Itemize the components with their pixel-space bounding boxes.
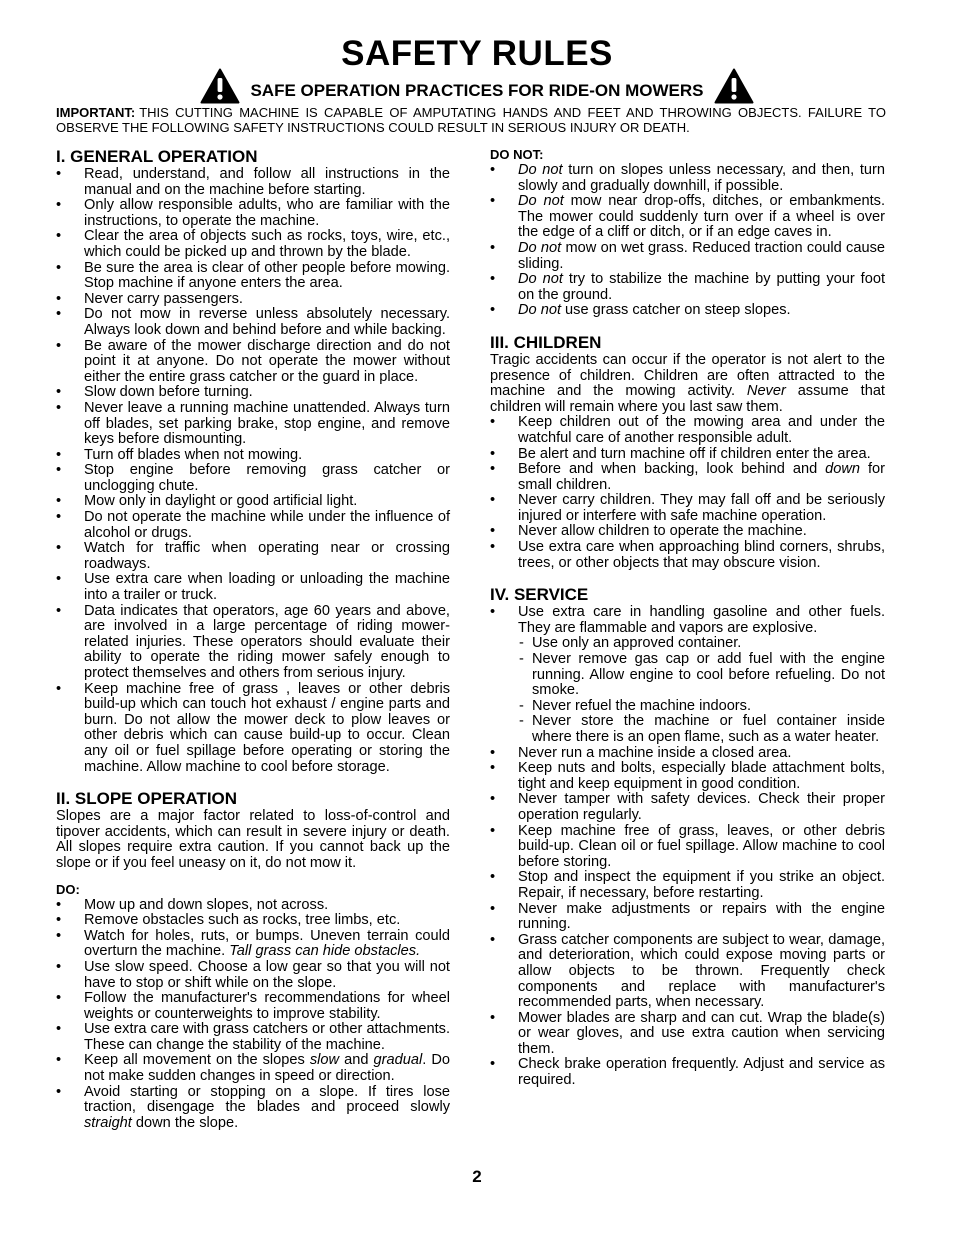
list-item: • Do not turn on slopes unless necessary, and then, turn slowly and gradually downhill, if possible.: [490, 163, 885, 194]
list-item: • Watch for holes, ruts, or bumps. Uneven terrain could overturn the machine. Tall grass can hide obstacles.: [56, 929, 450, 960]
list-item: • Use extra care with grass catchers or other attachments. These can change the stability of the machine.: [56, 1022, 450, 1053]
list-item: • Keep machine free of grass, leaves, or other debris build-up. Clean oil or fuel spillage. Allow machine to cool before storing.: [490, 824, 885, 871]
list-item: • Watch for traffic when operating near or crossing roadways.: [56, 541, 450, 572]
slope-do-not-list: [490, 163, 885, 319]
slope-operation-heading: II. SLOPE OPERATION: [56, 789, 238, 809]
right-column: [490, 147, 885, 1089]
list-item: • Use extra care when loading or unloading the machine into a trailer or truck.: [56, 572, 450, 603]
list-item: • Clear the area of objects such as rocks, toys, wire, etc., which could be picked up and thrown by the blade.: [56, 229, 450, 260]
sub-list-item: - Use only an approved container.: [518, 636, 885, 652]
important-notice: [56, 106, 886, 135]
list-item: • Never carry passengers.: [56, 292, 450, 308]
list-item: • Only allow responsible adults, who are familiar with the instructions, to operate the machine.: [56, 198, 450, 229]
list-item: • Be aware of the mower discharge direction and do not point it at anyone. Do not operate the mower without either the entire grass catcher or the guard in place.: [56, 339, 450, 386]
list-item: • Keep machine free of grass , leaves or other debris build-up which can touch hot exhaust / engine parts and burn. Do not allow the mower deck to plow leaves or other debris which can cause build-up to occur. Clean any oil or fuel spillage before operating or storing the machine. Allow machine to cool before storage.: [56, 682, 450, 776]
list-item: • Never carry children. They may fall off and be seriously injured or interfere with safe machine operation.: [490, 493, 885, 524]
list-item: • Mow up and down slopes, not across.: [56, 898, 450, 914]
list-item: • Never allow children to operate the machine.: [490, 524, 885, 540]
list-item: • Use slow speed. Choose a low gear so that you will not have to stop or shift while on the slope.: [56, 960, 450, 991]
list-item: • Keep children out of the mowing area and under the watchful care of another responsible adult.: [490, 415, 885, 446]
list-item: • Mower blades are sharp and can cut. Wrap the blade(s) or wear gloves, and use extra caution when servicing them.: [490, 1011, 885, 1058]
list-item: • Never tamper with safety devices. Check their proper operation regularly.: [490, 792, 885, 823]
children-heading: III. CHILDREN: [490, 332, 602, 352]
list-item: • Slow down before turning.: [56, 385, 450, 401]
list-item: • Do not mow on wet grass. Reduced traction could cause sliding.: [490, 241, 885, 272]
list-item: • Before and when backing, look behind and down for small children.: [490, 462, 885, 493]
list-item: • Be sure the area is clear of other people before mowing. Stop machine if anyone enters the area.: [56, 261, 450, 292]
left-column: [56, 147, 450, 1131]
do-label: DO:: [56, 881, 80, 897]
list-item: • Do not mow near drop-offs, ditches, or embankments. The mower could suddenly turn over if a wheel is over the edge of a cliff or ditch, or if an edge caves in.: [490, 194, 885, 241]
children-list: [490, 415, 885, 571]
list-item: • Do not operate the machine while under the influence of alcohol or drugs.: [56, 510, 450, 541]
general-operation-list: [56, 167, 450, 775]
list-item: • Check brake operation frequently. Adjust and service as required.: [490, 1057, 885, 1088]
important-label: IMPORTANT:: [56, 105, 136, 120]
list-item: • Turn off blades when not mowing.: [56, 448, 450, 464]
do-not-label: DO NOT:: [490, 147, 544, 162]
service-heading: IV. SERVICE: [490, 585, 589, 605]
general-operation-heading: I. GENERAL OPERATION: [56, 147, 258, 166]
page-number: 2: [472, 1167, 482, 1186]
slope-intro: Slopes are a major factor related to loss-of-control and tipover accidents, which can result in severe injury or death. All slopes require extra caution. If you cannot back up the slope or if you feel uneasy on it, do not mow it.: [56, 808, 450, 871]
warning-triangle-icon: [200, 68, 240, 104]
sub-list-item: - Never remove gas cap or add fuel with the engine running. Allow engine to cool before refueling. Do not smoke.: [518, 652, 885, 699]
list-item: • Remove obstacles such as rocks, tree limbs, etc.: [56, 913, 450, 929]
sub-list-item: - Never refuel the machine indoors.: [518, 699, 885, 715]
service-list-continued: [490, 746, 885, 1089]
list-item: • Never run a machine inside a closed area.: [490, 746, 885, 762]
list-item: • Never make adjustments or repairs with the engine running.: [490, 902, 885, 933]
list-item: • Do not mow in reverse unless absolutely necessary. Always look down and behind before and while backing.: [56, 307, 450, 338]
list-item: • Do not try to stabilize the machine by putting your foot on the ground.: [490, 272, 885, 303]
list-item: • Stop and inspect the equipment if you strike an object. Repair, if necessary, before restarting.: [490, 870, 885, 901]
sub-list-item: - Never store the machine or fuel container inside where there is an open flame, such as a water heater.: [518, 714, 885, 745]
list-item: • Be alert and turn machine off if children enter the area.: [490, 447, 885, 463]
subtitle-row: [0, 66, 954, 106]
list-item: • Use extra care in handling gasoline and other fuels. They are flammable and vapors are explosive. - Use only an approved container. - Never remove gas cap or add fuel with the engine running. Allow engine to cool before refueling. Do not smoke. - Never refuel the machine indoors. - Never store the machine or fuel container inside where there is an open flame, such as a water heater.: [490, 605, 885, 745]
list-item: • Keep nuts and bolts, especially blade attachment bolts, tight and keep equipment in good condition.: [490, 761, 885, 792]
list-item: • Keep all movement on the slopes slow and gradual. Do not make sudden changes in speed or direction.: [56, 1053, 450, 1084]
list-item: • Do not use grass catcher on steep slopes.: [490, 303, 885, 319]
list-item: • Avoid starting or stopping on a slope. If tires lose traction, disengage the blades and proceed slowly straight down the slope.: [56, 1085, 450, 1132]
list-item: • Use extra care when approaching blind corners, shrubs, trees, or other objects that may obscure vision.: [490, 540, 885, 571]
list-item: • Mow only in daylight or good artificial light.: [56, 494, 450, 510]
service-list: [490, 605, 885, 745]
important-text: THIS CUTTING MACHINE IS CAPABLE OF AMPUTATING HANDS AND FEET AND THROWING OBJECTS. FAILURE TO OBSERVE THE FOLLOWING SAFETY INSTRUCTIONS COULD RESULT IN SERIOUS INJURY OR DEATH.: [56, 105, 886, 135]
list-item: • Stop engine before removing grass catcher or unclogging chute.: [56, 463, 450, 494]
children-intro: Tragic accidents can occur if the operator is not alert to the presence of children. Children are often attracted to the machine and the mowing activity. Never assume that children will remain where you last saw them.: [490, 351, 885, 415]
list-item: • Follow the manufacturer's recommendations for wheel weights or counterweights to improve stability.: [56, 991, 450, 1022]
service-sub-list: [518, 636, 885, 745]
list-item: • Grass catcher components are subject to wear, damage, and deterioration, which could expose moving parts or allow objects to be thrown. Frequently check components and replace with manufacturer's recommended parts, when necessary.: [490, 933, 885, 1011]
warning-triangle-icon: [714, 68, 754, 104]
page-subtitle: SAFE OPERATION PRACTICES FOR RIDE-ON MOWERS: [250, 81, 704, 100]
page-title: SAFETY RULES: [341, 34, 613, 73]
list-item: • Data indicates that operators, age 60 years and above, are involved in a large percentage of riding mower-related injuries. These operators should evaluate their ability to operate the riding mower safely enough to protect themselves and others from serious injury.: [56, 604, 450, 682]
slope-do-list: [56, 898, 450, 1132]
list-item: • Never leave a running machine unattended. Always turn off blades, set parking brake, stop engine, and remove keys before dismounting.: [56, 401, 450, 448]
list-item: • Read, understand, and follow all instructions in the manual and on the machine before starting.: [56, 167, 450, 198]
